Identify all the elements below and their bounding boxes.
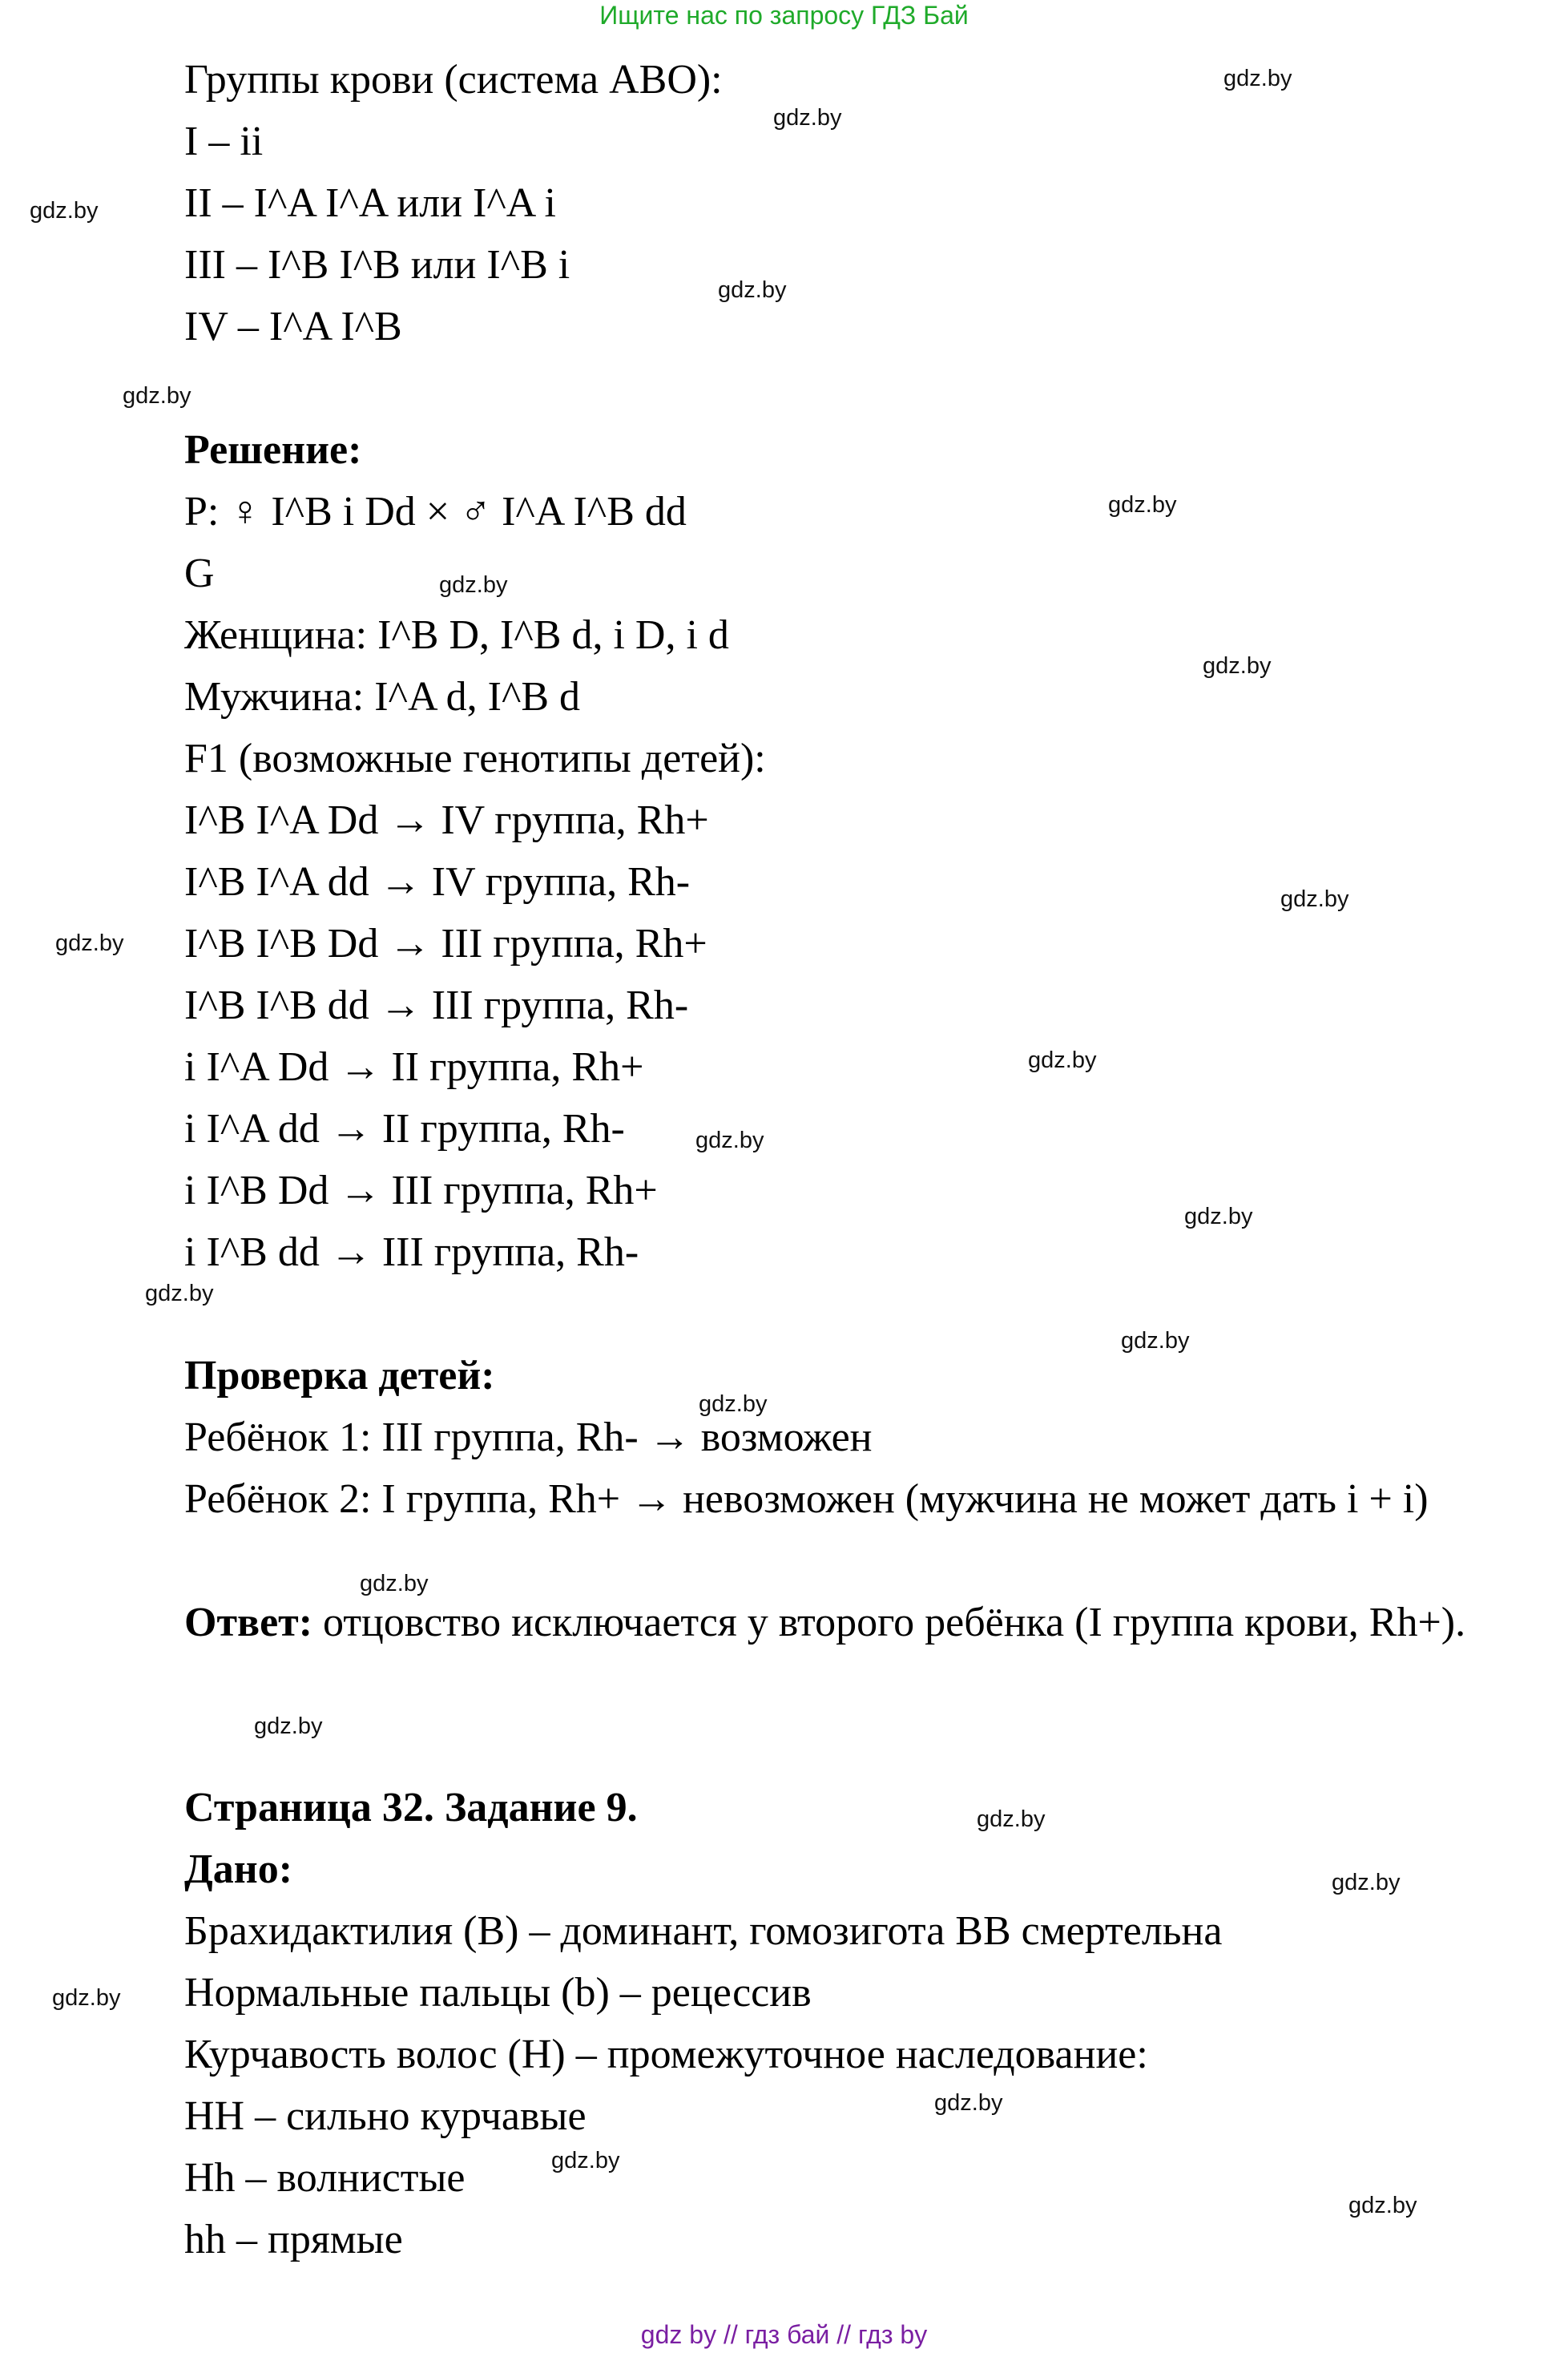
watermark: gdz.by — [1280, 886, 1349, 912]
f1-genotype-line: I^B I^B Dd → III группа, Rh+ — [184, 921, 707, 967]
given-line: Курчавость волос (H) – промежуточное наследование: — [184, 2032, 1148, 2077]
blood-group-line: II – I^A I^A или I^A i — [184, 180, 556, 226]
f1-genotype-line: i I^B dd → III группа, Rh- — [184, 1229, 639, 1275]
watermark: gdz.by — [254, 1713, 323, 1739]
f1-genotype-line: I^B I^A dd → IV группа, Rh- — [184, 859, 691, 905]
watermark: gdz.by — [718, 277, 787, 303]
male-gametes: Мужчина: I^A d, I^B d — [184, 674, 581, 720]
footer-links: gdz by // гдз бай // гдз by — [640, 2320, 928, 2349]
watermark: gdz.by — [1348, 2193, 1417, 2218]
solution-title: Решение: — [184, 427, 362, 473]
f1-genotype-line: i I^A dd → II группа, Rh- — [184, 1106, 625, 1152]
given-line: Нормальные пальцы (b) – рецессив — [184, 1970, 812, 2016]
blood-groups-title: Группы крови (система АВО): — [184, 57, 723, 103]
given-label: Дано: — [184, 1846, 293, 1892]
watermark: gdz.by — [30, 198, 99, 224]
given-line: hh – прямые — [184, 2217, 403, 2262]
blood-group-line: I – ii — [184, 119, 264, 164]
watermark: gdz.by — [145, 1281, 214, 1306]
task-title: Страница 32. Задание 9. — [184, 1785, 638, 1830]
watermark: gdz.by — [773, 105, 842, 131]
watermark: gdz.by — [1108, 492, 1177, 518]
watermark: gdz.by — [699, 1391, 768, 1417]
answer-paragraph — [67, 1592, 1485, 1654]
gametes-label: G — [184, 551, 215, 596]
watermark: gdz.by — [1203, 653, 1272, 679]
f1-genotype-line: I^B I^A Dd → IV группа, Rh+ — [184, 797, 709, 843]
parents-line: P: ♀ I^B i Dd × ♂ I^A I^B dd — [184, 489, 687, 535]
given-line: HH – сильно курчавые — [184, 2093, 586, 2139]
f1-title: F1 (возможные генотипы детей): — [184, 736, 766, 781]
watermark: gdz.by — [551, 2148, 620, 2173]
check-title: Проверка детей: — [184, 1353, 495, 1398]
watermark: gdz.by — [360, 1571, 429, 1596]
watermark: gdz.by — [1028, 1047, 1097, 1073]
answer-label: Ответ: — [184, 1600, 313, 1645]
watermark: gdz.by — [439, 572, 508, 598]
answer-text: отцовство исключается у второго ребёнка (I группа крови, Rh+). — [312, 1600, 1466, 1645]
blood-group-line: IV – I^A I^B — [184, 304, 402, 349]
watermark: gdz.by — [695, 1128, 764, 1153]
watermark: gdz.by — [55, 930, 124, 956]
given-line: Брахидактилия (B) – доминант, гомозигота BB смертельна — [184, 1908, 1223, 1954]
watermark: gdz.by — [123, 383, 191, 409]
watermark: gdz.by — [1223, 66, 1292, 91]
given-line: Hh – волнистые — [184, 2155, 466, 2201]
watermark: gdz.by — [1184, 1204, 1253, 1229]
watermark: gdz.by — [1121, 1328, 1190, 1354]
top-banner: Ищите нас по запросу ГДЗ Бай — [599, 1, 969, 30]
watermark: gdz.by — [934, 2090, 1003, 2116]
f1-genotype-line: I^B I^B dd → III группа, Rh- — [184, 983, 689, 1028]
child-2-paragraph: Ребёнок 2: I группа, Rh+ → невозможен (мужчина не может дать i + i) — [184, 1476, 1429, 1522]
child-1-line: Ребёнок 1: III группа, Rh- → возможен — [184, 1415, 873, 1460]
watermark: gdz.by — [977, 1806, 1046, 1832]
f1-genotype-line: i I^A Dd → II группа, Rh+ — [184, 1044, 644, 1090]
watermark: gdz.by — [52, 1985, 121, 2011]
f1-genotype-line: i I^B Dd → III группа, Rh+ — [184, 1168, 658, 1213]
watermark: gdz.by — [1332, 1870, 1401, 1895]
blood-group-line: III – I^B I^B или I^B i — [184, 242, 570, 288]
female-gametes: Женщина: I^B D, I^B d, i D, i d — [184, 612, 729, 658]
